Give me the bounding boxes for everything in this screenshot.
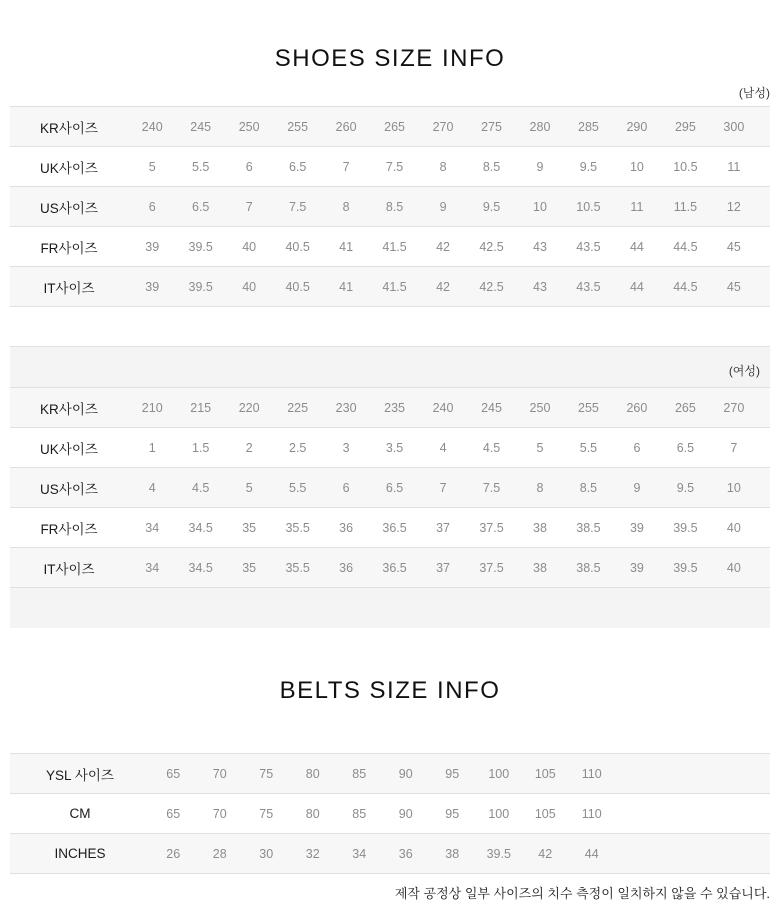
size-value-cell: 6.5: [288, 159, 307, 174]
size-value-cell: 41.5: [382, 279, 407, 294]
table-row: [10, 227, 770, 267]
size-value-cell: 95: [445, 766, 460, 781]
size-value-cell: 39.5: [486, 846, 511, 861]
size-value-cell: 260: [335, 119, 357, 134]
size-value-cell: 11: [630, 199, 644, 214]
size-value-cell: 85: [352, 766, 367, 781]
belts-title-gap: [0, 706, 780, 753]
size-value-cell: 30: [259, 846, 274, 861]
size-value-cell: 6: [245, 159, 253, 174]
size-value-cell: 70: [212, 766, 227, 781]
size-value-cell: 6.5: [385, 480, 404, 495]
size-value-cell: 10: [533, 199, 547, 214]
size-value-cell: 40.5: [285, 279, 310, 294]
size-value-cell: 36: [398, 846, 413, 861]
size-value-cell: 36: [339, 560, 354, 575]
size-value-cell: 39.5: [188, 239, 213, 254]
size-value-cell: 250: [529, 400, 551, 415]
size-value-cell: 34.5: [188, 560, 213, 575]
size-value-cell: 75: [259, 806, 274, 821]
size-value-cell: 5: [148, 159, 156, 174]
size-value-cell: 225: [287, 400, 309, 415]
size-value-cell: 4: [148, 480, 156, 495]
row-label: US사이즈: [40, 200, 98, 216]
size-value-cell: 220: [238, 400, 260, 415]
size-value-cell: 35.5: [285, 520, 310, 535]
size-value-cell: 40: [242, 279, 257, 294]
size-value-cell: 245: [190, 119, 212, 134]
size-value-cell: 8: [439, 159, 447, 174]
size-value-cell: 40.5: [285, 239, 310, 254]
size-value-cell: 39: [145, 279, 160, 294]
size-value-cell: 7: [439, 480, 447, 495]
row-label: FR사이즈: [40, 521, 98, 537]
size-value-cell: 250: [238, 119, 260, 134]
womens-shoe-size-table: [10, 387, 770, 588]
size-value-cell: 255: [578, 400, 599, 415]
size-value-cell: 9: [439, 199, 447, 214]
mens-section-strip: [10, 74, 770, 106]
row-label: YSL 사이즈: [46, 767, 114, 783]
size-value-cell: 105: [534, 766, 556, 781]
size-value-cell: 8.5: [385, 199, 404, 214]
size-value-cell: 10: [629, 159, 644, 174]
size-value-cell: 255: [287, 119, 309, 134]
size-value-cell: 39: [629, 520, 644, 535]
size-value-cell: 210: [141, 400, 163, 415]
size-value-cell: 39: [145, 239, 160, 254]
row-label: KR사이즈: [40, 401, 98, 417]
size-value-cell: 6: [633, 440, 641, 455]
size-value-cell: 34: [352, 846, 367, 861]
size-value-cell: 34.5: [188, 520, 213, 535]
size-value-cell: 32: [305, 846, 320, 861]
size-value-cell: 4.5: [192, 480, 210, 495]
table-row: [10, 107, 770, 147]
size-value-cell: 290: [626, 119, 648, 134]
belts-size-table: [10, 753, 770, 874]
size-value-cell: 9: [633, 480, 641, 495]
row-label: FR사이즈: [40, 240, 98, 256]
size-value-cell: 280: [529, 119, 551, 134]
size-value-cell: 42: [436, 279, 450, 294]
size-value-cell: 39: [629, 560, 644, 575]
size-value-cell: 100: [488, 806, 510, 821]
size-value-cell: 34: [145, 520, 160, 535]
size-value-cell: 300: [723, 119, 745, 134]
size-value-cell: 2.5: [288, 440, 307, 455]
size-value-cell: 9: [536, 159, 544, 174]
size-value-cell: 2: [245, 440, 253, 455]
size-value-cell: 34: [145, 560, 160, 575]
table-row: [10, 267, 770, 307]
size-value-cell: 37.5: [479, 560, 504, 575]
size-value-cell: 7: [245, 199, 253, 214]
size-value-cell: 41.5: [382, 239, 407, 254]
table-row: [10, 794, 770, 834]
size-value-cell: 38.5: [576, 520, 601, 535]
size-value-cell: 215: [190, 400, 212, 415]
size-value-cell: 42: [436, 239, 450, 254]
size-value-cell: 43.5: [576, 239, 601, 254]
table-row: [10, 428, 770, 468]
womens-table-bottom-strip: [10, 588, 770, 628]
size-value-cell: 235: [384, 400, 405, 415]
size-value-cell: 65: [166, 806, 181, 821]
size-value-cell: 35.5: [285, 560, 310, 575]
size-value-cell: 4: [439, 440, 447, 455]
empty-table-row: [10, 307, 770, 347]
size-value-cell: 265: [674, 400, 696, 415]
size-value-cell: 295: [674, 119, 696, 134]
size-value-cell: 45: [726, 239, 741, 254]
size-value-cell: 240: [141, 119, 163, 134]
table-row: [10, 388, 770, 428]
size-value-cell: 265: [384, 119, 405, 134]
table-row: [10, 508, 770, 548]
size-value-cell: 42.5: [479, 239, 504, 254]
size-value-cell: 1: [148, 440, 156, 455]
size-value-cell: 43.5: [576, 279, 601, 294]
size-value-cell: 36.5: [382, 560, 407, 575]
size-value-cell: 44.5: [673, 239, 698, 254]
size-value-cell: 5.5: [579, 440, 598, 455]
size-value-cell: 230: [335, 400, 357, 415]
size-value-cell: 9.5: [579, 159, 598, 174]
size-value-cell: 39.5: [673, 560, 698, 575]
size-value-cell: 75: [259, 766, 274, 781]
size-value-cell: 100: [488, 766, 510, 781]
row-label: KR사이즈: [40, 120, 98, 136]
size-value-cell: 10: [726, 480, 741, 495]
size-value-cell: 38: [533, 520, 547, 535]
size-value-cell: 44.5: [673, 279, 698, 294]
size-value-cell: 12: [726, 199, 741, 214]
size-value-cell: 42: [538, 846, 553, 861]
size-value-cell: 65: [166, 766, 181, 781]
size-value-cell: 8.5: [482, 159, 501, 174]
size-value-cell: 7: [342, 159, 350, 174]
size-value-cell: 1.5: [192, 440, 210, 455]
size-value-cell: 9.5: [482, 199, 501, 214]
size-value-cell: 6.5: [192, 199, 210, 214]
size-value-cell: 37: [436, 520, 450, 535]
size-value-cell: 38: [445, 846, 460, 861]
size-value-cell: 39.5: [673, 520, 698, 535]
size-value-cell: 43: [533, 279, 547, 294]
size-value-cell: 6: [342, 480, 350, 495]
table-row: [10, 187, 770, 227]
size-value-cell: 5.5: [192, 159, 210, 174]
size-value-cell: 40: [242, 239, 257, 254]
womens-section-strip: [10, 347, 770, 387]
size-value-cell: 9.5: [676, 480, 695, 495]
size-value-cell: 3: [342, 440, 350, 455]
size-value-cell: 44: [629, 239, 644, 254]
size-value-cell: 11: [727, 159, 741, 174]
size-value-cell: 7.5: [288, 199, 307, 214]
size-value-cell: 45: [726, 279, 741, 294]
row-label: INCHES: [54, 846, 106, 861]
row-label: UK사이즈: [40, 160, 98, 176]
size-value-cell: 80: [305, 806, 320, 821]
size-value-cell: 70: [212, 806, 227, 821]
size-value-cell: 80: [305, 766, 320, 781]
size-value-cell: 38.5: [576, 560, 601, 575]
size-value-cell: 110: [581, 806, 602, 821]
table-row: [10, 548, 770, 588]
production-note: 제작 공정상 일부 사이즈의 치수 측정이 일치하지 않을 수 있습니다.: [394, 886, 770, 901]
size-value-cell: 35: [242, 560, 257, 575]
mens-section-label: (남성): [738, 86, 770, 100]
size-value-cell: 270: [723, 400, 745, 415]
size-value-cell: 5: [245, 480, 253, 495]
size-value-cell: 7.5: [482, 480, 501, 495]
size-value-cell: 95: [445, 806, 460, 821]
size-value-cell: 260: [626, 400, 648, 415]
size-value-cell: 42.5: [479, 279, 504, 294]
row-label: UK사이즈: [40, 441, 98, 457]
size-value-cell: 6: [148, 199, 156, 214]
row-label: IT사이즈: [43, 561, 95, 577]
size-value-cell: 43: [533, 239, 547, 254]
size-value-cell: 37.5: [479, 520, 504, 535]
table-row: [10, 834, 770, 874]
belts-title: BELTS SIZE INFO: [279, 677, 501, 704]
size-value-cell: 245: [481, 400, 502, 415]
size-value-cell: 5.5: [288, 480, 307, 495]
size-value-cell: 44: [584, 846, 599, 861]
size-value-cell: 41: [339, 279, 354, 294]
size-value-cell: 7.5: [385, 159, 404, 174]
size-value-cell: 110: [581, 766, 602, 781]
size-value-cell: 44: [629, 279, 644, 294]
size-value-cell: 37: [436, 560, 450, 575]
womens-section-label: (여성): [728, 364, 760, 378]
size-value-cell: 10.5: [576, 199, 601, 214]
size-value-cell: 8: [342, 199, 350, 214]
table-row: [10, 147, 770, 187]
table-row: [10, 468, 770, 508]
size-value-cell: 85: [352, 806, 367, 821]
size-value-cell: 90: [398, 806, 413, 821]
size-value-cell: 275: [481, 119, 502, 134]
row-label: CM: [69, 806, 91, 821]
size-value-cell: 5: [536, 440, 544, 455]
size-value-cell: 26: [166, 846, 181, 861]
size-value-cell: 10.5: [673, 159, 698, 174]
size-value-cell: 40: [726, 560, 741, 575]
size-value-cell: 36: [339, 520, 354, 535]
size-value-cell: 36.5: [382, 520, 407, 535]
size-value-cell: 8: [536, 480, 544, 495]
size-value-cell: 240: [432, 400, 454, 415]
size-value-cell: 35: [242, 520, 257, 535]
table-row: [10, 754, 770, 794]
size-value-cell: 90: [398, 766, 413, 781]
size-value-cell: 40: [726, 520, 741, 535]
size-value-cell: 105: [534, 806, 556, 821]
size-value-cell: 41: [339, 239, 354, 254]
size-value-cell: 3.5: [385, 440, 404, 455]
row-label: IT사이즈: [43, 280, 95, 296]
size-value-cell: 6.5: [676, 440, 695, 455]
size-value-cell: 7: [730, 440, 738, 455]
size-value-cell: 8.5: [579, 480, 598, 495]
row-label: US사이즈: [40, 481, 98, 497]
mens-shoe-size-table: [10, 106, 770, 347]
size-value-cell: 11.5: [673, 199, 698, 214]
size-value-cell: 4.5: [482, 440, 501, 455]
size-value-cell: 39.5: [188, 279, 213, 294]
size-value-cell: 28: [212, 846, 227, 861]
size-value-cell: 38: [533, 560, 547, 575]
shoes-title: SHOES SIZE INFO: [274, 45, 506, 72]
size-value-cell: 285: [578, 119, 599, 134]
size-value-cell: 270: [432, 119, 454, 134]
